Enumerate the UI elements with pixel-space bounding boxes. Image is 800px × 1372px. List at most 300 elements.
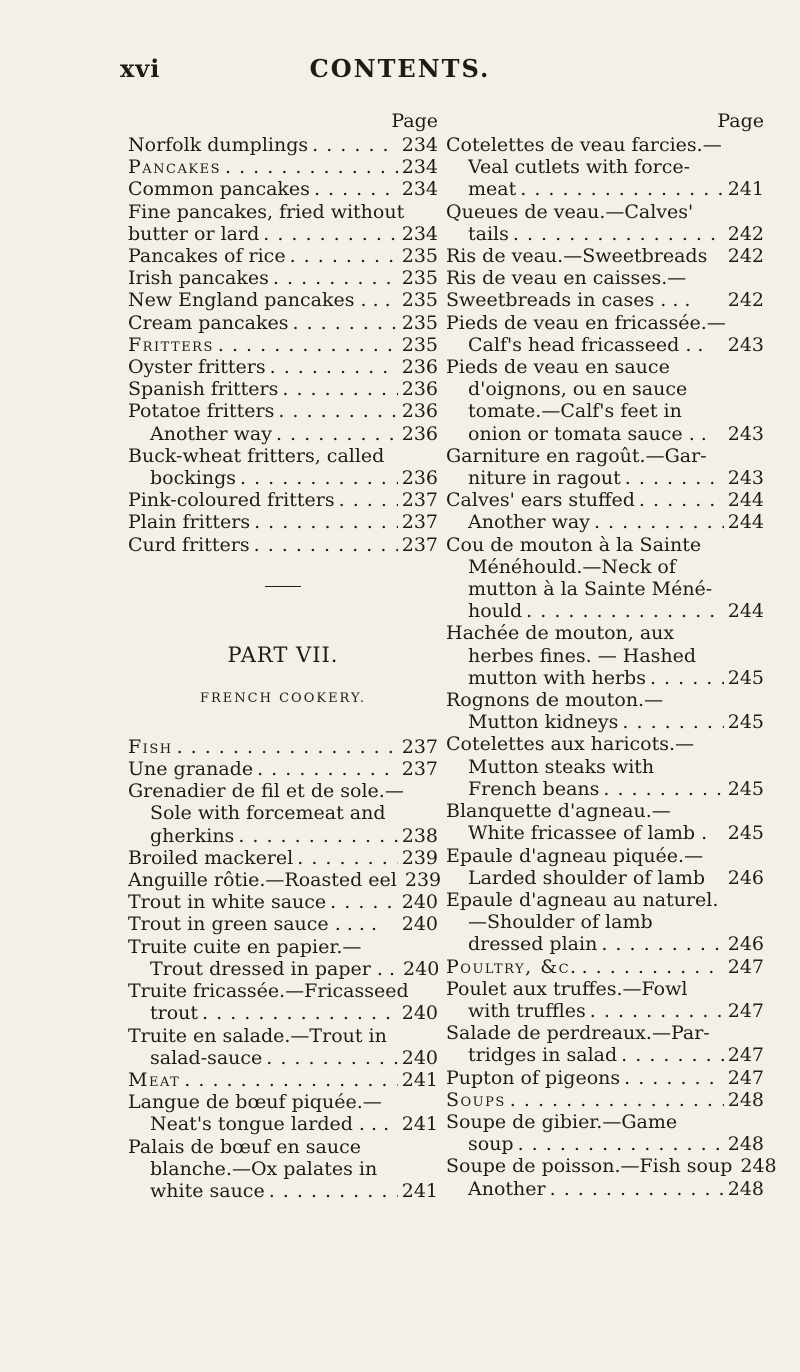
entry-title: Epaule d'agneau au naturel.: [446, 888, 719, 911]
page-number: 235: [401, 333, 438, 356]
toc-entry: [446, 445, 764, 489]
dot-leader: [582, 956, 724, 978]
toc-entry: [128, 980, 438, 1024]
toc-entry: [446, 1089, 764, 1111]
toc-entry: [128, 1136, 438, 1203]
entry-title: niture in ragout: [468, 467, 621, 490]
toc-entry: [128, 134, 438, 156]
entry-title: Trout dressed in paper . .: [150, 957, 396, 980]
entry-title: white sauce: [150, 1179, 265, 1202]
dot-leader: [624, 1067, 724, 1089]
running-title: CONTENTS.: [309, 54, 491, 83]
toc-line: [446, 423, 764, 445]
entry-title: Rognons de mouton.—: [446, 689, 664, 712]
dot-leader: [238, 825, 397, 847]
page-number: 246: [727, 933, 764, 956]
dot-leader: [269, 1180, 398, 1202]
entry-title: Sweetbreads in cases . . .: [446, 289, 691, 312]
toc-line: [128, 489, 438, 511]
entry-title: Grenadier de fil et de sole.—: [128, 780, 404, 803]
entry-title: Truite en salade.—Trout in: [128, 1024, 387, 1047]
page-number: 242: [727, 289, 764, 312]
dot-leader: [225, 156, 398, 178]
entry-title: Mutton steaks with: [468, 755, 655, 778]
toc-line: [128, 1002, 438, 1024]
dot-leader: [526, 600, 724, 622]
toc-line: [128, 913, 438, 935]
page-number: 244: [727, 489, 764, 512]
dot-leader: [263, 223, 397, 245]
entry-title: onion or tomata sauce . .: [468, 422, 707, 445]
toc-line: [446, 711, 764, 733]
left-entries-after: [128, 735, 442, 1202]
toc-entry: [128, 913, 438, 935]
toc-entry: [128, 1091, 438, 1135]
toc-entry: [446, 1067, 764, 1089]
toc-entry: [128, 178, 438, 200]
toc-entry: [446, 489, 764, 511]
entry-title: Poulet aux truffes.—Fowl: [446, 977, 688, 1000]
toc-line: [446, 1133, 764, 1155]
dot-leader: [254, 534, 398, 556]
entry-title: Queues de veau.—Calves': [446, 200, 694, 223]
entry-title: Anguille rôtie.—Roasted eel: [128, 869, 397, 892]
toc-line: [446, 334, 764, 356]
entry-title: Irish pancakes: [128, 267, 269, 290]
entry-title: Larded shoulder of lamb: [468, 866, 705, 889]
page-number: 237: [401, 489, 438, 512]
entry-title: Truite cuite en papier.—: [128, 935, 362, 958]
toc-line: [446, 867, 764, 889]
toc-entry: [128, 423, 438, 445]
toc-line: [128, 289, 438, 311]
entry-title: tomate.—Calf's feet in: [468, 400, 682, 423]
entry-title: Cotelettes de veau farcies.—: [446, 134, 722, 156]
toc-entry: [128, 245, 438, 267]
page-number: 247: [727, 999, 764, 1022]
dot-leader: [282, 378, 397, 400]
toc-line: [128, 400, 438, 422]
page-number: 234: [401, 156, 438, 179]
toc-entry: [446, 356, 764, 445]
entry-title: New England pancakes . . .: [128, 289, 391, 312]
dot-leader: [177, 736, 398, 758]
entry-title: Calf's head fricasseed . .: [468, 333, 704, 356]
page-number: 240: [401, 1046, 438, 1069]
entry-title: with truffles: [468, 999, 586, 1022]
page-number: 241: [401, 1068, 438, 1091]
entry-title: Broiled mackerel: [128, 846, 294, 869]
toc-entry: [446, 1111, 764, 1155]
toc-line: [446, 1044, 764, 1066]
page-number: 240: [401, 891, 438, 914]
dot-leader: [590, 1000, 724, 1022]
entry-title: —Shoulder of lamb: [468, 911, 653, 934]
page-number: 240: [401, 913, 438, 936]
toc-line: [128, 267, 438, 289]
entry-title: Mutton kidneys: [468, 711, 619, 734]
toc-line: [128, 356, 438, 378]
entry-title: Truite fricassée.—Fricasseed: [128, 980, 409, 1003]
entry-title: Hachée de mouton, aux: [446, 622, 675, 645]
left-column: [128, 108, 442, 1202]
toc-entry: [446, 201, 764, 245]
page-number: 234: [401, 134, 438, 156]
page-number: 244: [727, 600, 764, 623]
toc-entry: [128, 378, 438, 400]
page-number: 235: [401, 311, 438, 334]
page-number: 245: [727, 666, 764, 689]
entry-title: Oyster fritters: [128, 356, 266, 379]
dot-leader: [292, 312, 397, 334]
toc-line: [128, 511, 438, 533]
entry-title: Another way: [150, 422, 272, 445]
toc-line: [128, 156, 438, 178]
dot-leader: [278, 400, 397, 422]
toc-line: [128, 223, 438, 245]
entry-title: meat: [468, 178, 517, 201]
page-number: 245: [727, 822, 764, 845]
dot-leader: [330, 891, 398, 913]
entry-title: Potatoe fritters: [128, 400, 275, 423]
dot-leader: [276, 423, 398, 445]
entry-title: Ris de veau.—Sweetbreads: [446, 245, 708, 268]
entry-title: mutton with herbs: [468, 666, 646, 689]
toc-line: [128, 958, 438, 980]
toc-entry: [446, 134, 764, 201]
entry-title: Cotelettes aux haricots.—: [446, 733, 695, 756]
entry-title: Sole with forcemeat and: [150, 802, 386, 825]
toc-entry: [446, 511, 764, 533]
toc-entry: [446, 1178, 764, 1200]
dot-leader: [513, 223, 724, 245]
entry-title: Une granade: [128, 758, 254, 781]
toc-line: [128, 534, 438, 556]
page-folio: xvi: [120, 54, 161, 83]
entry-title: Another way: [468, 511, 590, 534]
entry-title: herbes fines. — Hashed: [468, 644, 697, 667]
toc-entry: [128, 511, 438, 533]
toc-entry: [446, 1022, 764, 1066]
toc-entry: [446, 1155, 777, 1178]
entry-title: Pieds de veau en sauce: [446, 356, 670, 379]
entry-title: Blanquette d'agneau.—: [446, 800, 671, 823]
entry-title: French beans: [468, 777, 600, 800]
toc-entry: [128, 356, 438, 378]
page-number: 239: [404, 869, 442, 892]
toc-entry: [128, 312, 438, 334]
entry-title: Pieds de veau en fricassée.—: [446, 311, 726, 334]
entry-title: Cream pancakes: [128, 311, 289, 334]
entry-title: gherkins: [150, 824, 235, 847]
dot-leader: [202, 1002, 398, 1024]
dot-leader: [290, 245, 398, 267]
part-subtitle: FRENCH COOKERY.: [200, 690, 366, 706]
page-number: 234: [401, 178, 438, 201]
toc-entry: [446, 800, 764, 844]
page-number: 236: [401, 378, 438, 401]
entry-title: Trout in green sauce . . . .: [128, 913, 377, 936]
toc-entry: [128, 1069, 438, 1091]
toc-line: [446, 822, 764, 844]
entry-title: mutton à la Sainte Méné-: [468, 578, 713, 601]
page-number: 237: [401, 735, 438, 758]
toc-line: [446, 1089, 764, 1111]
left-entries-before: [128, 134, 438, 556]
page-column-label: Page: [717, 110, 764, 132]
page-number: 248: [727, 1177, 764, 1200]
dot-leader: [621, 1044, 724, 1066]
dot-leader: [314, 178, 398, 200]
dot-leader: [594, 511, 724, 533]
toc-entry: [128, 400, 438, 422]
entry-title: Epaule d'agneau piquée.—: [446, 844, 704, 867]
toc-entry: [128, 780, 438, 847]
toc-entry: [128, 891, 438, 913]
toc-line: [128, 467, 438, 489]
entry-title: Langue de bœuf piquée.—: [128, 1091, 382, 1114]
toc-line: [128, 847, 438, 869]
entry-title: salad-sauce: [150, 1046, 263, 1069]
entry-title: soup: [468, 1133, 514, 1156]
entry-title: Poultry, &c.: [446, 955, 578, 978]
toc-line: [128, 134, 438, 156]
toc-entry: [128, 736, 438, 758]
page-number: 238: [401, 824, 438, 847]
toc-entry: [446, 312, 764, 356]
right-entries: [446, 134, 777, 1200]
entry-title: butter or lard: [128, 222, 260, 245]
dot-leader: [266, 1047, 397, 1069]
page-number: 244: [727, 511, 764, 534]
entry-title: Plain fritters: [128, 511, 251, 534]
entry-title: dressed plain: [468, 933, 598, 956]
dot-leader: [622, 711, 723, 733]
entry-title: Neat's tongue larded . . .: [150, 1113, 390, 1136]
toc-line: [446, 1178, 764, 1200]
toc-line: [446, 778, 764, 800]
entry-title: Veal cutlets with force-: [468, 156, 691, 179]
entry-title: Pancakes: [128, 156, 221, 179]
dot-leader: [601, 933, 723, 955]
toc-line: [446, 600, 764, 622]
page-number: 240: [403, 957, 440, 980]
page-number: 241: [401, 1113, 438, 1136]
toc-entry: [128, 201, 438, 245]
dot-leader: [520, 178, 724, 200]
page-number: 236: [401, 356, 438, 379]
page-number: 247: [727, 1044, 764, 1067]
toc-line: [128, 1069, 438, 1091]
entry-title: Soups: [446, 1088, 506, 1111]
page-number: 235: [401, 267, 438, 290]
entry-title: Ménéhould.—Neck of: [468, 555, 676, 578]
toc-entry: [446, 978, 764, 1022]
toc-line: [446, 467, 764, 489]
dot-leader: [257, 758, 398, 780]
entry-title: Palais de bœuf en sauce: [128, 1135, 361, 1158]
toc-line: [446, 933, 764, 955]
toc-entry: [128, 847, 438, 869]
page-number: 248: [727, 1088, 764, 1111]
page-number: 245: [727, 711, 764, 734]
entry-title: hould: [468, 600, 523, 623]
toc-entry: [446, 245, 764, 267]
page-number: 240: [401, 1002, 438, 1025]
entry-title: d'oignons, ou en sauce: [468, 378, 688, 401]
toc-line: [446, 289, 764, 311]
page-number: 248: [740, 1155, 777, 1178]
toc-line: [128, 423, 438, 445]
dot-leader: [603, 778, 723, 800]
page-number: 245: [727, 777, 764, 800]
dot-leader: [650, 667, 724, 689]
toc-line: [128, 1047, 438, 1069]
toc-entry: [128, 156, 438, 178]
page-number: 243: [727, 422, 764, 445]
entry-title: blanche.—Ox palates in: [150, 1157, 378, 1180]
toc-line: [128, 869, 442, 892]
toc-entry: [128, 334, 438, 356]
page-number: 237: [401, 758, 438, 781]
toc-entry: [446, 845, 764, 889]
page-number: 242: [727, 222, 764, 245]
part-title: PART VII.: [227, 642, 339, 667]
toc-line: [446, 1067, 764, 1089]
entry-title: Trout in white sauce: [128, 891, 327, 914]
dot-leader: [625, 467, 724, 489]
dot-leader: [273, 267, 398, 289]
toc-entry: [446, 622, 764, 689]
entry-title: Common pancakes: [128, 178, 310, 201]
toc-line: [128, 178, 438, 200]
dot-leader: [639, 489, 724, 511]
toc-entry: [128, 267, 438, 289]
entry-title: Calves' ears stuffed: [446, 489, 635, 512]
entry-title: Fritters: [128, 333, 214, 356]
toc-line: [446, 667, 764, 689]
toc-line: [128, 1113, 438, 1135]
page-number: 241: [727, 178, 764, 201]
page-number: 236: [401, 422, 438, 445]
entry-title: Another: [468, 1177, 546, 1200]
page-number: 239: [401, 846, 438, 869]
toc-line: [446, 245, 764, 267]
page-header: [0, 54, 800, 94]
entry-title: Buck-wheat fritters, called: [128, 444, 385, 467]
entry-title: Curd fritters: [128, 533, 250, 556]
entry-title: Soupe de poisson.—Fish soup: [446, 1155, 733, 1178]
entry-title: Pancakes of rice: [128, 245, 286, 268]
toc-entry: [446, 534, 764, 623]
page-number: 247: [727, 1066, 764, 1089]
page-number: 243: [727, 333, 764, 356]
toc-line: [128, 825, 438, 847]
toc-entry: [128, 534, 438, 556]
toc-entry: [446, 267, 764, 289]
entry-title: Soupe de gibier.—Game: [446, 1110, 678, 1133]
page-number: 247: [727, 955, 764, 978]
entry-title: Pupton of pigeons: [446, 1066, 621, 1089]
page-number: 237: [401, 511, 438, 534]
entry-title: Fine pancakes, fried without: [128, 200, 405, 223]
page-number: 235: [401, 289, 438, 312]
dot-leader: [312, 134, 398, 156]
dot-leader: [184, 1069, 397, 1091]
dot-leader: [518, 1133, 724, 1155]
toc-line: [128, 245, 438, 267]
entry-title: Spanish fritters: [128, 378, 279, 401]
page-number: 235: [401, 245, 438, 268]
toc-line: [446, 223, 764, 245]
toc-line: [128, 1180, 438, 1202]
toc-entry: [128, 289, 438, 311]
toc-entry: [128, 1025, 438, 1069]
entry-title: tridges in salad: [468, 1044, 618, 1067]
page-column-label: Page: [391, 110, 438, 132]
dot-leader: [297, 847, 398, 869]
page-number: 236: [401, 467, 438, 490]
toc-line: [446, 511, 764, 533]
dot-leader: [550, 1178, 724, 1200]
toc-entry: [128, 869, 442, 892]
section-rule: [265, 586, 301, 587]
entry-title: White fricassee of lamb .: [468, 822, 708, 845]
right-column: [446, 108, 777, 1200]
page-number: 237: [401, 533, 438, 556]
toc-line: [128, 378, 438, 400]
page-number: 243: [727, 467, 764, 490]
page-number: 234: [401, 222, 438, 245]
page-number: 236: [401, 400, 438, 423]
entry-title: tails: [468, 222, 509, 245]
entry-title: Pink-coloured fritters: [128, 489, 335, 512]
toc-entry: [446, 689, 764, 733]
toc-line: [446, 1000, 764, 1022]
toc-entry: [446, 889, 764, 956]
page-number: 242: [727, 245, 764, 268]
dot-leader: [339, 489, 398, 511]
toc-entry: [446, 956, 764, 978]
dot-leader: [254, 511, 398, 533]
toc-line: [128, 891, 438, 913]
toc-entry: [128, 936, 438, 980]
entry-title: Cou de mouton à la Sainte: [446, 533, 702, 556]
entry-title: trout: [150, 1002, 199, 1025]
entry-title: Salade de perdreaux.—Par-: [446, 1022, 710, 1045]
page-number: 246: [727, 866, 764, 889]
page-number: 248: [727, 1133, 764, 1156]
toc-entry: [446, 289, 764, 311]
toc-entry: [128, 489, 438, 511]
toc-line: [128, 758, 438, 780]
entry-title: bockings: [150, 467, 236, 490]
entry-title: Norfolk dumplings: [128, 134, 309, 156]
entry-title: Garniture en ragoût.—Gar-: [446, 444, 707, 467]
entry-title: Meat: [128, 1068, 181, 1091]
toc-line: [446, 489, 764, 511]
toc-entry: [446, 733, 764, 800]
toc-entry: [128, 445, 438, 489]
dot-leader: [218, 334, 398, 356]
dot-leader: [270, 356, 398, 378]
page-number: 241: [401, 1179, 438, 1202]
toc-line: [128, 334, 438, 356]
toc-line: [128, 312, 438, 334]
toc-entry: [128, 758, 438, 780]
entry-title: Ris de veau en caisses.—: [446, 267, 687, 290]
toc-line: [446, 956, 764, 978]
